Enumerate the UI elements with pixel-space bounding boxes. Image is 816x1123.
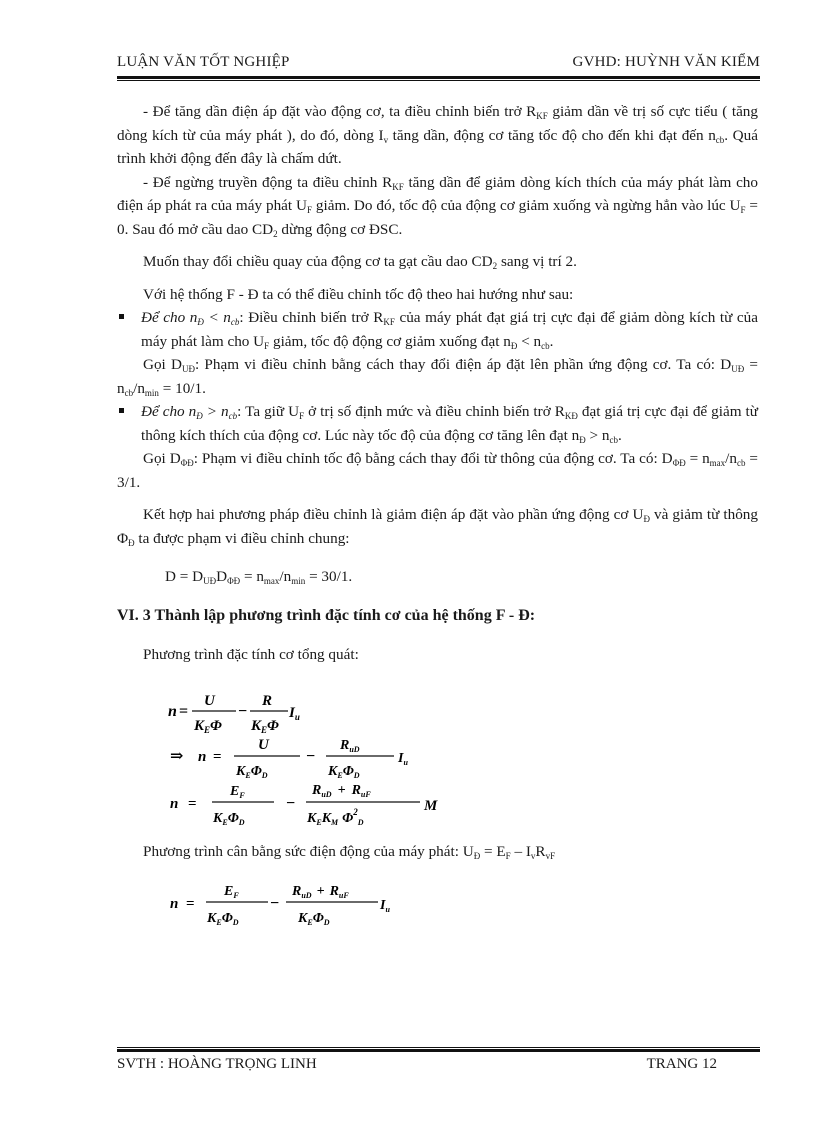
header-advisor: GVHD: HUỲNH VĂN KIỂM [572,54,760,70]
svg-text:RuD: $R_{uD}$ [340,738,360,754]
svg-text:KEΦD: $K_E\Phi_D$ [236,764,268,780]
bullet-square-icon [119,314,124,319]
svg-text:KEΦD: $K_E\Phi_D$ [298,911,330,927]
svg-text:U: U [258,737,269,753]
svg-text:=: = [186,896,195,912]
svg-text:KEΦ: $K_E\Phi$ [194,718,222,735]
svg-text:KEKMΦ2D: $K_EK_M$ $\Phi^2_D$ [307,807,364,827]
svg-text:KEΦD: $K_E\Phi_D$ [207,911,239,927]
svg-text:RuD+RuF: $R_{uD} + R_{uF}$ [292,884,349,900]
svg-text:M: M [424,798,438,814]
page-header [117,52,760,74]
svg-text:KEΦD: $K_E\Phi_D$ [328,764,360,780]
svg-text:EF: $E_F$ [230,784,245,800]
svg-text:n: n [168,703,177,720]
svg-text:R: R [262,693,273,709]
svg-text:=: = [213,749,222,765]
svg-text:KEΦD: $K_E\Phi_D$ [213,811,245,827]
svg-text:−: − [238,703,248,720]
svg-text:U: U [204,693,215,709]
svg-text:KEΦ: $K_E\Phi$ [251,718,279,735]
paragraph-4: Với hệ thống F - Đ ta có thể điều chỉnh tốc độ theo hai hướng như sau: [143,285,574,303]
svg-text:EF: $E_F$ [224,884,239,900]
svg-text:n: n [170,796,179,812]
footer-rule-thin [117,1047,760,1048]
svg-text:⇒: ⇒ [170,748,184,765]
bullet-speed-above-base: Để cho $n_Đ > n_{cb}$: Ta giữ $U_F$ ở trị số định mức và điều chỉnh biến trở $R_{KĐ}$ đạt giá trị cực đại để giảm từ thông kích thích của động cơ. Lúc này tốc độ của động cơ tăng lên đạt $n_Đ > n_{cb}$. [117,400,758,447]
svg-text:−: − [286,795,296,812]
svg-text:n: n [170,896,179,912]
svg-text:Iu: $I_u$ [398,751,408,767]
svg-text:−: − [270,895,280,912]
paragraph-7: Kết hợp hai phương pháp điều chỉnh là giảm điện áp đặt vào phần ứng động cơ $U_Đ$ và giảm từ thông $\Phi_Đ$ ta được phạm vi điều chỉnh chung: [117,506,758,548]
bullet-square-icon [119,408,124,413]
bullet-speed-below-base: Để cho $n_Đ < n_{cb}$: Điều chỉnh biến trở $R_{KF}$ của máy phát đạt giá trị cực đại để giảm dòng kích từ của máy phát làm cho $U_F$ giảm, tốc độ động cơ giảm xuống đạt $n_Đ < n_{cb}$. [117,306,758,353]
svg-text:−: − [306,748,316,765]
footer-student: SVTH : HOÀNG TRỌNG LINH [117,1056,317,1072]
paragraph-8: Phương trình đặc tính cơ tổng quát: [143,646,359,664]
header-thesis-title: LUẬN VĂN TỐT NGHIỆP [117,54,290,70]
footer-rule-thick [117,1049,760,1052]
formula-speed-torque [168,780,468,835]
section-title: VI. 3 Thành lập phương trình đặc tính cơ của hệ thống F - Đ: [117,606,536,624]
paragraph-2: - Để ngừng truyền động ta điều chỉnh $R_{KF}$ tăng dần để giảm dòng kích thích của máy phát làm cho điện áp phát ra của máy phát $U_F$ giảm. Do đó, tốc độ của động cơ giảm xuống và ngừng hẳn vào lúc $U_F = 0$. Sau đó mở cầu dao $CD_2$ dừng động cơ ĐSC. [117,173,758,239]
equation-range: $D = D_{UĐ}D_{\Phi Đ} = n_{max}/n_{min} = 30/1$. [165,568,353,587]
paragraph-9: Phương trình cân bằng sức điện động của máy phát: $U_Đ = E_F - I_vR_{vF}$ [143,843,556,861]
header-rule-thin [117,80,760,81]
svg-text:RuD+RuF: $R_{uD} + R_{uF}$ [312,783,371,799]
formula-speed-emf [168,880,418,935]
footer-page-number: TRANG 12 [646,1056,717,1072]
svg-text:Iu: $I_u$ [380,898,390,914]
paragraph-3: Muốn thay đổi chiều quay của động cơ ta gạt cầu dao $CD_2$ sang vị trí 2. [143,253,577,271]
paragraph-1: - Để tăng dần điện áp đặt vào động cơ, ta điều chỉnh biến trở $R_{KF}$ giảm dần về trị số cực tiểu ( tăng dòng kích từ của máy phát ), do đó, dòng $I_v$ tăng dần, động cơ tăng tốc độ cho đến khi đạt đến $n_{cb}$. Quá trình khởi động đến đây là chấm dứt. [117,103,758,167]
paragraph-6: Gọi $D_{\Phi Đ}$: Phạm vi điều chỉnh tốc độ bằng cách thay đổi từ thông của động cơ. Ta có: $D_{\Phi Đ} = n_{max}/n_{cb} = 3/1$. [117,450,758,491]
svg-text:Iu: $I_u$ [289,705,300,722]
svg-text:=: = [179,703,189,720]
page-content [117,100,758,667]
paragraph-5: Gọi $D_{UĐ}$: Phạm vi điều chỉnh bằng cách thay đổi điện áp đặt lên phần ứng động cơ. Ta có: $D_{UĐ} = n_{cb}/n_{min} = 10/1$. [117,356,758,398]
svg-text:n: n [198,749,207,765]
svg-text:=: = [188,796,197,812]
header-rule-thick [117,76,760,79]
page-footer [117,1056,717,1078]
